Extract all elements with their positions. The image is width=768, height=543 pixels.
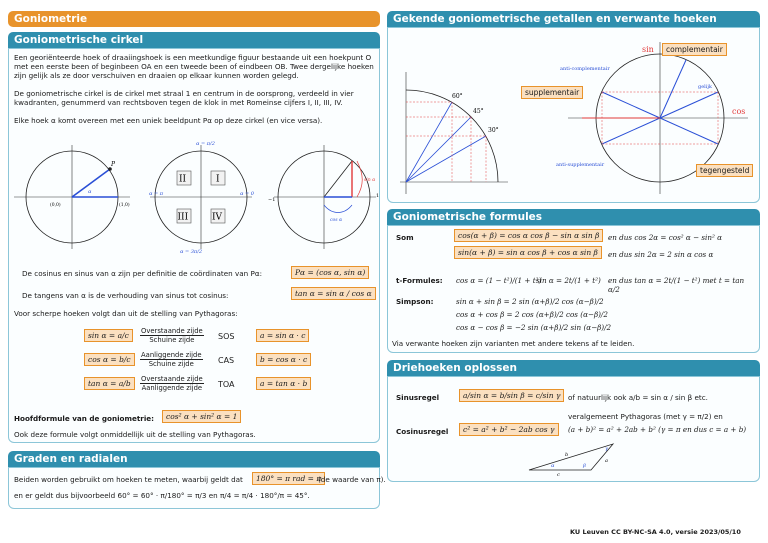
complementair-tag: complementair — [662, 43, 727, 56]
sos-den: Schuine zijde — [149, 336, 195, 344]
angle-30: 30° — [488, 127, 499, 134]
triangle-diagram — [525, 440, 620, 476]
som2-note: en dus sin 2α = 2 sin α cos α — [608, 250, 714, 259]
t-sin: sin α = 2t/(1 + t²) — [536, 276, 601, 285]
t-label: t-Formules: — [396, 276, 443, 285]
supplementair-tag: supplementair — [521, 86, 583, 99]
svg-text:a: a — [605, 458, 608, 464]
sos-lhs: sin α = a/c — [84, 329, 133, 342]
cirkel-p3: Elke hoek α komt overeen met een uniek beeldpunt Pα op deze cirkel (en vice versa). — [14, 116, 323, 125]
graden-line1-b: (de waarde van π). — [318, 475, 386, 484]
toa-lhs: tan α = a/b — [84, 377, 135, 390]
formules-note: Via verwante hoeken zijn varianten met andere tekens af te leiden. — [392, 339, 635, 348]
angle-45: 45° — [473, 108, 484, 115]
sinus-label: Sinusregel — [396, 393, 440, 402]
cos-axis-label: cos — [732, 107, 746, 116]
quadrant-IV: IV — [212, 212, 223, 223]
quadrant-I: I — [216, 174, 220, 185]
cos-sin-text: De cosinus en sinus van α zijn per definitie de coördinaten van Pα: — [22, 269, 262, 278]
svg-text:β: β — [583, 463, 586, 469]
som2-box: sin(α + β) = sin α cos β + cos α sin β — [454, 246, 602, 259]
sin-axis-label: sin — [642, 45, 654, 54]
svg-text:γ: γ — [605, 446, 608, 452]
toa-num: Overstaande zijde — [141, 375, 203, 383]
goniometrie-header: Goniometrie — [8, 11, 380, 27]
sos-code: SOS — [218, 332, 235, 341]
svg-text:c: c — [557, 472, 560, 478]
graden-line1-a: Beiden worden gebruikt om hoeken te meten, waarbij geldt dat — [14, 475, 243, 484]
cas-res: b = cos α · c — [256, 353, 311, 366]
graden-line1-box: 180° = π rad = π — [252, 472, 325, 485]
svg-text:−1: −1 — [268, 197, 276, 203]
cosinus-note2: (a + b)² = a² + 2ab + b² (γ = π en dus c = a + b) — [568, 425, 747, 434]
sos-num: Overstaande zijde — [141, 327, 203, 335]
cosinus-box: c² = a² + b² − 2ab cos γ — [459, 423, 559, 436]
svg-text:α: α — [551, 463, 555, 469]
special-angles-diagram — [392, 32, 512, 200]
svg-text:cos α: cos α — [330, 218, 343, 223]
hoofd-box: cos² α + sin² α = 1 — [162, 410, 241, 423]
svg-text:P: P — [111, 161, 116, 168]
toa-code: TOA — [218, 380, 235, 389]
cas-num: Aanliggende zijde — [141, 351, 202, 359]
formules-header: Goniometrische formules — [387, 209, 760, 225]
sos-row — [84, 327, 374, 347]
quadrant-III: III — [177, 212, 189, 223]
cosinus-note1: veralgemeent Pythagoras (met γ = π/2) en — [568, 412, 723, 421]
cas-code: CAS — [218, 356, 235, 365]
cos-sin-box: Pα = (cos α, sin α) — [291, 266, 369, 279]
som1-note: en dus cos 2α = cos² α − sin² α — [608, 233, 723, 242]
sinus-note: of natuurlijk ook a/b = sin α / sin β etc. — [568, 393, 708, 402]
simpson-label: Simpson: — [396, 297, 434, 306]
cirkel-header: Goniometrische cirkel — [8, 32, 380, 48]
circle-sin-cos — [268, 145, 379, 249]
t-cos: cos α = (1 − t²)/(1 + t²) — [456, 276, 542, 285]
tan-box: tan α = sin α / cos α — [291, 287, 376, 300]
scherp-text: Voor scherpe hoeken volgt dan uit de stelling van Pythagoras: — [14, 309, 238, 318]
circle-beeldpunt — [14, 145, 130, 249]
cirkel-p1: Een georiënteerde hoek of draaiingshoek is een meetkundige figuur bestaande uit een hoekpunt O met een eerste been of beginbeen OA en een tweede been of eindbeen OB. Twee dergelijke hoeken zijn gelijk als ze door verschuiven en draaien op elkaar kunnen worden gelegd. — [14, 53, 374, 81]
hoofd-note: Ook deze formule volgt onmiddellijk uit de stelling van Pythagoras. — [14, 430, 256, 439]
gelijk-label: gelijk — [698, 84, 712, 90]
footer: KU Leuven CC BY-NC-SA 4.0, versie 2023/05/10 — [570, 528, 741, 536]
toa-row — [84, 375, 374, 395]
cas-row — [84, 351, 374, 371]
svg-text:α = 0: α = 0 — [240, 191, 254, 197]
hoofd-label: Hoofdformule van de goniometrie: — [14, 414, 155, 423]
cas-lhs: cos α = b/c — [84, 353, 135, 366]
driehoek-header: Driehoeken oplossen — [387, 360, 760, 376]
quadrant-II: II — [179, 174, 187, 185]
cirkel-p2: De goniometrische cirkel is de cirkel met straal 1 en centrum in de oorsprong, verdeeld in vier kwadranten, genummerd van rechtsboven tegen de klok in met Romeinse cijfers I, II, III, IV. — [14, 89, 354, 108]
svg-text:(0,0): (0,0) — [50, 203, 61, 208]
t-tan: en dus tan α = 2t/(1 − t²) met t = tan α/2 — [608, 276, 745, 295]
graden-header: Graden en radialen — [8, 451, 380, 467]
svg-text:(1,0): (1,0) — [119, 203, 130, 208]
svg-text:1: 1 — [376, 193, 380, 199]
unit-circle-diagrams — [12, 135, 378, 255]
graden-line2: en er geldt dus bijvoorbeeld 60° = 60° · π/180° = π/3 en π/4 = π/4 · 180°/π = 45°. — [14, 491, 310, 500]
svg-text:b: b — [565, 452, 569, 458]
circle-kwadranten — [149, 141, 255, 255]
svg-text:α = 3π/2: α = 3π/2 — [180, 249, 203, 255]
bekend-header: Gekende goniometrische getallen en verwante hoeken — [387, 11, 760, 27]
sos-res: a = sin α · c — [256, 329, 309, 342]
simpson-2: cos α + cos β = 2 cos (α+β)/2 cos (α−β)/2 — [456, 310, 608, 319]
tegengesteld-tag: tegengesteld — [696, 164, 753, 177]
tan-text: De tangens van α is de verhouding van sinus tot cosinus: — [22, 291, 229, 300]
angle-60: 60° — [452, 93, 463, 100]
cas-den: Schuine zijde — [148, 360, 194, 368]
svg-text:α: α — [88, 189, 92, 195]
toa-den: Aanliggende zijde — [141, 384, 203, 392]
toa-res: a = tan α · b — [256, 377, 311, 390]
anti-suppl-label: anti-supplementair — [556, 162, 605, 168]
svg-text:α = π: α = π — [149, 191, 164, 197]
cosinus-label: Cosinusregel — [396, 427, 449, 436]
svg-text:sin α: sin α — [364, 178, 376, 183]
svg-text:α = π/2: α = π/2 — [196, 141, 215, 147]
som-label: Som — [396, 233, 414, 242]
simpson-3: cos α − cos β = −2 sin (α+β)/2 sin (α−β)/2 — [456, 323, 612, 332]
som1-box: cos(α + β) = cos α cos β − sin α sin β — [454, 229, 603, 242]
simpson-1: sin α + sin β = 2 sin (α+β)/2 cos (α−β)/2 — [456, 297, 604, 306]
sinus-box: a/sin α = b/sin β = c/sin γ — [459, 389, 564, 402]
anti-compl-label: anti-complementair — [560, 66, 610, 72]
